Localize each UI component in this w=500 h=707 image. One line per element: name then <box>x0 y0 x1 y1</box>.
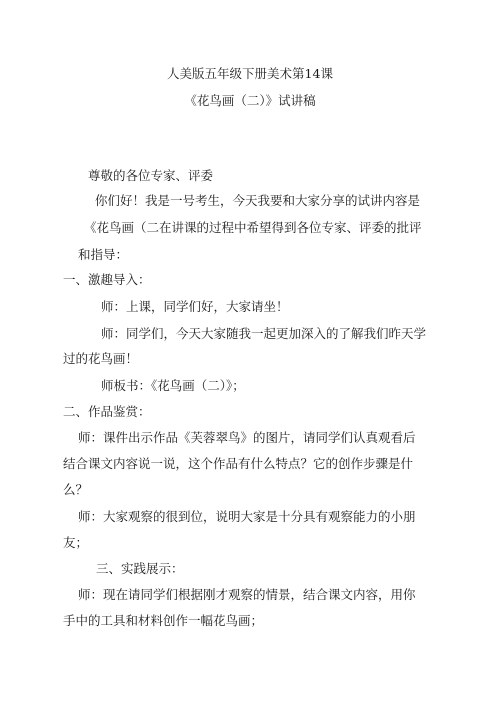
paragraph-line: 师：同学们，今天大家随我一起更加深入的了解我们昨天学 <box>101 326 427 341</box>
paragraph-line: 师：上课，同学们好，大家请坐！ <box>101 299 289 314</box>
paragraph-line: 师：现在请同学们根据刚才观察的情景，结合课文内容，用你 <box>78 587 416 602</box>
section-heading: 二、作品鉴赏： <box>63 404 151 419</box>
greeting: 尊敬的各位专家、评委 <box>88 168 214 183</box>
paragraph-line: 师：大家观察的很到位，说明大家是十分具有观察能力的小朋 <box>78 509 416 524</box>
intro-line: 和指导： <box>78 247 129 262</box>
section-heading: 三、实践展示： <box>96 561 184 576</box>
paragraph-line: 师：课件出示作品《芙蓉翠鸟》的图片，请同学们认真观看后 <box>78 430 416 445</box>
document-title: 人美版五年级下册美术第14课 <box>167 66 333 81</box>
paragraph-line: 结合课文内容说一说，这个作品有什么特点？它的创作步骤是什 <box>63 456 414 471</box>
document-subtitle: 《花鸟画（二）》试讲稿 <box>184 93 316 108</box>
intro-line: 《花鸟画（二在讲课的过程中希望得到各位专家、评委的批评 <box>84 220 422 235</box>
paragraph-line: 友； <box>63 535 89 550</box>
paragraph-line: 过的花鸟画！ <box>63 351 139 366</box>
paragraph-line: 师板书：《花鸟画（二）》； <box>101 378 245 393</box>
paragraph-line: 手中的工具和材料创作一幅花鸟画； <box>63 613 264 628</box>
paragraph-line: 么？ <box>63 482 89 497</box>
section-heading: 一、激趣导入： <box>63 272 151 287</box>
intro-line: 你们好！我是一号考生，今天我要和大家分享的试讲内容是 <box>95 193 421 208</box>
